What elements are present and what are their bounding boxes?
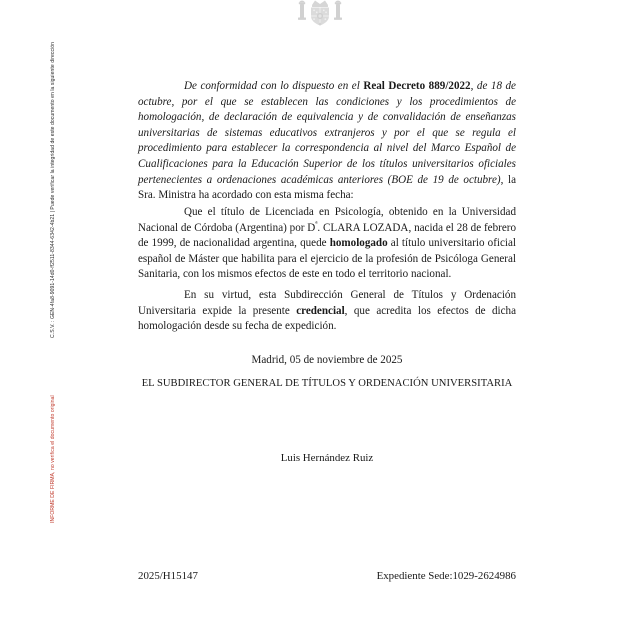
paragraph-resolution [138, 205, 516, 283]
ordinal-indicator: ª [315, 218, 318, 228]
p3-text-tail: , que acredita los efectos de dicha homologación desde su fecha de expedición. [138, 304, 517, 333]
p1-text-tail: , la Sra. Ministra ha acordado con esta misma fecha: [138, 173, 516, 202]
homologated-keyword: homologado [329, 237, 388, 250]
left-margin-band [0, 0, 70, 640]
csv-verification-text: C.S.V. : GEN-4fa8-9091-14d0-ff2511-8344-6342-4b21 | Puede verificar la integridad de este documento en la siguiente dirección [50, 41, 56, 338]
decree-reference: Real Decreto 889/2022 [363, 80, 471, 92]
officer-title: EL SUBDIRECTOR GENERAL DE TÍTULOS Y ORDENACIÓN UNIVERSITARIA [141, 378, 513, 389]
p2-text-tail: al título universitario oficial español de Máster que habilita para el ejercicio de la profesión de Psicóloga General Sanitaria, con los mismos efectos de este en todo el territorio nacional. [138, 237, 516, 281]
footer-reference-left: 2025/H15147 [138, 570, 198, 582]
footer-reference-right: Expediente Sede:1029-2624986 [376, 570, 516, 582]
p3-text-lead: En su virtud, esta Subdirección General de Títulos y Ordenación Universitaria expide la presente [138, 289, 516, 317]
issue-date: Madrid, 05 de noviembre de 2025 [251, 354, 403, 366]
p1-text-lead: De conformidad con lo dispuesto en el [184, 80, 364, 92]
p1-text-body: , de 18 de octubre, por el que se establecen las condiciones y los procedimientos de homologación, de declaración de equivalencia y de convalidación de enseñanzas universitarias de sistemas educativos extranjeros y por el que se regula el procedimiento para establecer la correspondencia al nivel del Marco Español de Cualificaciones para la Educación Superior de los títulos universitarios oficiales pertenecientes a ordenaciones académicas anteriores (BOE de 19 de octubre) [138, 80, 516, 186]
signature-report-label: INFORME DE FIRMA, no verifica el documento original [50, 395, 56, 523]
document-body [138, 0, 516, 640]
document-footer [138, 568, 516, 584]
p2-text-mid: . CLARA LOZADA, nacida el 28 de febrero de 1999, de nacionalidad argentina, quede [138, 221, 516, 250]
paragraph-credential [138, 288, 516, 335]
paragraph-legal-basis [138, 79, 516, 204]
p2-text-lead: Que el título de Licenciada en Psicología, obtenido en la Universidad Nacional de Córdoba (Argentina) por D [138, 206, 516, 234]
credential-keyword: credencial [296, 304, 345, 317]
signatory-name: Luis Hernández Ruiz [280, 452, 374, 464]
